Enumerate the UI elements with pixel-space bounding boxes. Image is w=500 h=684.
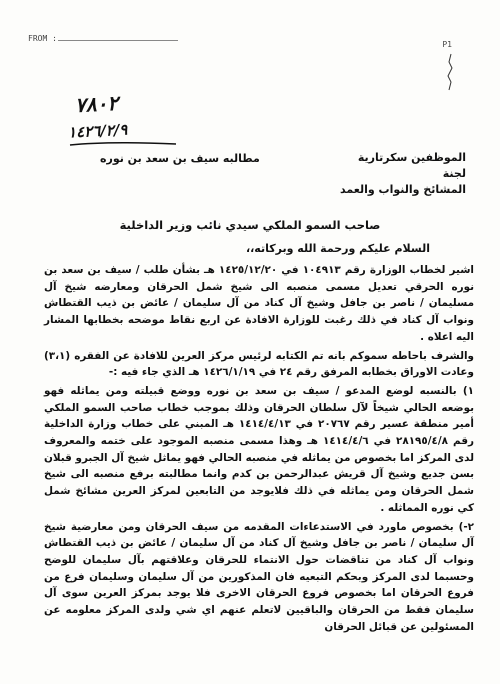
addressee-line-1: الموظفين سكرتارية لجنة [357,151,466,180]
fax-header-rule [58,40,178,41]
body-paragraph-1: اشير لخطاب الوزارة رقم ١٠٤٩١٣ في ١٤٢٥/١٢/٢٠ هـ بشأن طلب / سيف بن سعد بن نوره الحرقي تعديل مسمى منصبه الى شيخ شمل الحرقان ومعارضه شيخ آل مسليمان / ناصر بن جافل وشيخ آل كناد من آل سليمان / عائض بن ذيب القتطاش ونواب آل كناد في ذلك رغبت للوزارة الافادة عن اربع نقاط موضحه بخطابها المشار اليه اعلاه . [44,264,474,343]
letter-body [44,262,474,635]
addressee-block [336,150,466,198]
reference-number: ٧٨٠٢ [74,90,119,118]
fax-page-label: P1 [442,40,452,49]
addressee-line-2: المشائخ والنواب والعمد [340,183,466,196]
fax-from-label: FROM : [28,34,57,43]
reference-underline [68,140,178,148]
reference-date: ١٤٢٦/٢/٩ [67,120,128,142]
margin-scribble-mark [446,52,456,92]
body-paragraph-4: ٢-) بخصوص ماورد في الاستدعاءات المقدمه من سيف الحرقان ومن معارضية شيخ آل سليمان / ناصر بن جافل وشيخ آل كناد من آل سليمان / عائض بن ذيب القتطاش ونواب آل كناد من تناقضات حول الانتماء للحرقان وعلاقتهم بآل سليمان للوضح وحسبما لدى المركز وبحكم التبعيه فان المذكورين من آل سليمان وسليمان فرع من فروع الحرقان اما بخصوص فروع الحرقان الاخرى فلا يوجد بمركز العرين سوى آل سليمان فقط من الحرقان والباقيين لاتعلم عنهم اي شي ولدى المركز معلومه عن المسئولين عن قبائل الحرقان [44,520,474,633]
greeting-line: السلام عليكم ورحمة الله وبركاته،، [245,242,430,255]
salutation-heading: صاحب السمو الملكي سيدي نائب وزير الداخلية [119,218,381,232]
subject-line: مطالبه سيف بن سعد بن نوره [100,152,260,165]
body-paragraph-3: ١) بالنسبه لوضع المدعو / سيف بن سعد بن نوره ووضع قبيلته ومن يماثله فهو بوضعه الحالي شيخاً لآل سلطان الحرقان وذلك بموجب خطاب صاحب السمو الملكي أمير منطقة عسير رقم ٢٠٧٦٧ في ١٤١٤/٤/١٣ هـ المبني على خطاب وزارة الداخلية رقم ٢٨١٩٥/٤/٨ في ١٤١٤/٤/٦ هـ وهذا مسمى منصبه الموجود على ختمه والمعروف لدى المركز اما بخصوص من يماثله في منصبه الحالي فهو يماثل شيخ آل الجبرو قبلان بسن جديع وشيخ آل قريش عبدالرحمن بن كدم وانما مطالبته برفع منصبه الى شيخ شمل الحرقان ومن يماثله في ذلك فلايوجد من التابعين لمركز العرين مشائخ شمل كي نوره المماثله . [44,384,474,514]
body-paragraph-2: والشرف باحاطه سموكم بانه تم الكتابه لرئيس مركز العرين للافادة عن الفقره (٣،١) وعادت الاوراق بخطابه المرفق رقم ٢٤ في ١٤٢٦/١/١٩ هـ الذي جاء فيه :- [44,349,474,379]
